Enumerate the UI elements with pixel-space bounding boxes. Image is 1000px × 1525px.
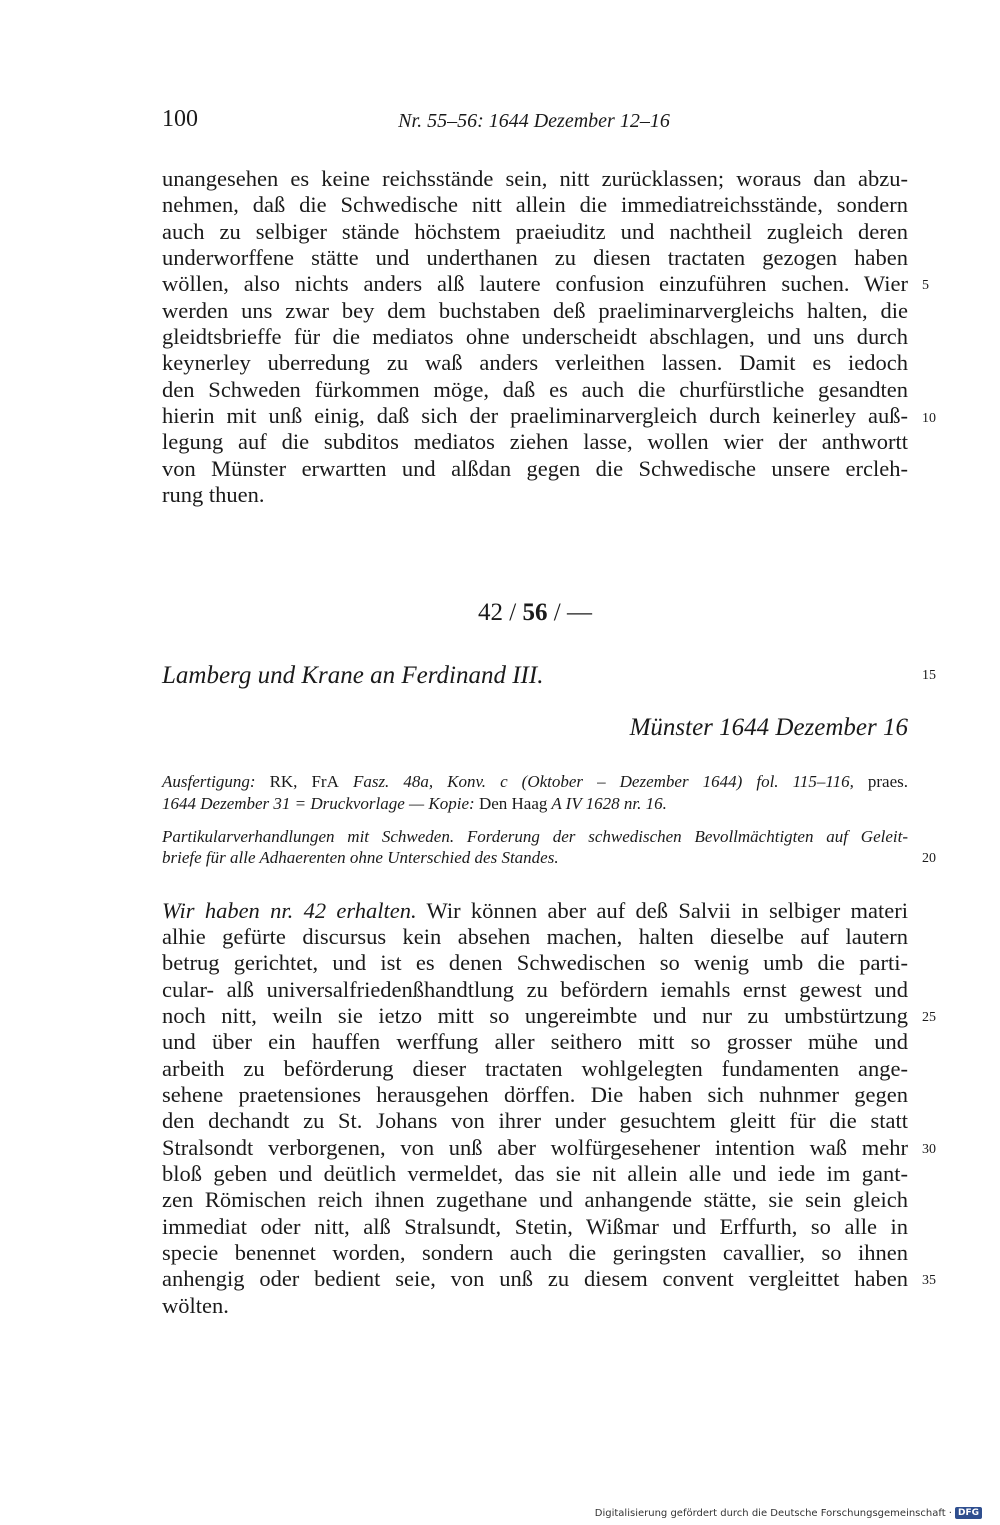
- text-line: und über ein hauffen werffung aller seithero mitt so grosser mühe und: [162, 1029, 908, 1054]
- document-number: [162, 597, 908, 629]
- line-number: 25: [922, 1010, 936, 1025]
- text-line: nehmen, daß die Schwedische nitt allein die immediatreichsstände, sondern: [162, 192, 908, 217]
- source-copy-shelfmark: A IV 1628 nr. 16.: [551, 794, 667, 813]
- line-number: 35: [922, 1273, 936, 1288]
- footer-credit: [595, 1507, 982, 1519]
- line-number: 20: [922, 851, 936, 866]
- text-line: rung thuen.: [162, 482, 265, 507]
- text-line: den dechandt zu St. Johans von ihrer under gesuchtem gleitt für die statt: [162, 1108, 908, 1133]
- doc-number-suffix: / —: [553, 599, 592, 626]
- footer-text: Digitalisierung gefördert durch die Deutsche Forschungsgemeinschaft ·: [594, 1507, 952, 1519]
- text-line: noch nitt, weiln sie ietzo mitt so ungereimbte und nur zu umbstürtzung: [162, 1003, 908, 1028]
- text-line: wölten.: [162, 1293, 229, 1318]
- page-number: 100: [162, 106, 198, 132]
- source-type: Ausfertigung:: [162, 772, 256, 791]
- source-archive: RK, FrA: [269, 772, 339, 791]
- summary-line: Partikularverhandlungen mit Schweden. Forderung der schwedischen Bevollmächtigten auf Geleit-: [162, 827, 908, 846]
- body-opening-italic: Wir haben nr. 42 erhalten.: [162, 898, 417, 923]
- source-folio: Fasz. 48a, Konv. c (Oktober – Dezember 1644) fol. 115–116,: [352, 772, 854, 791]
- text-line: werden uns zwar bey dem buchstaben deß praeliminarvergleichs halten, die: [162, 298, 908, 323]
- text-line: keynerley uberredung zu waß anders verleithen lassen. Damit es iedoch: [162, 350, 908, 375]
- text-line: betrug gerichtet, und ist es denen Schwedischen so wenig umb die parti-: [162, 950, 908, 975]
- source-date: 1644 Dezember 31 = Druckvorlage — Kopie:: [162, 794, 475, 813]
- document-place-date: Münster 1644 Dezember 16: [629, 714, 908, 741]
- text-line: arbeith zu beförderung dieser tractaten wohlgelegten fundamenten ange-: [162, 1056, 908, 1081]
- line-number: 5: [922, 278, 929, 293]
- text-line: den Schweden fürkommen möge, daß es auch die churfürstliche gesandten: [162, 377, 908, 402]
- text-line: sehene praetensiones herausgehen dörffen. Die haben sich nuhnmer gegen: [162, 1082, 908, 1107]
- body-opening-rest: Wir können aber auf deß Salvii in selbiger materi: [416, 898, 908, 923]
- doc-number-prefix: 42 /: [478, 599, 517, 626]
- text-line: auch zu selbiger stände höchstem praeiuditz und nachtheil zugleich deren: [162, 219, 908, 244]
- summary-line: briefe für alle Adhaerenten ohne Unterschied des Standes.: [162, 848, 559, 867]
- doc-number-main: 56: [522, 599, 548, 626]
- source-line: [162, 793, 908, 814]
- running-head: Nr. 55–56: 1644 Dezember 12–16: [398, 110, 670, 132]
- text-line: [162, 898, 908, 924]
- line-number: 30: [922, 1142, 936, 1157]
- line-number: 15: [922, 668, 936, 683]
- text-line: specie benennet worden, sondern auch die geringsten cavallier, so ihnen: [162, 1240, 908, 1265]
- text-line: alhie gefürte discursus kein absehen machen, halten dieselbe auf lautern: [162, 924, 908, 949]
- dfg-logo: DFG: [955, 1507, 982, 1519]
- line-number: 10: [922, 411, 936, 426]
- document-sender: Lamberg und Krane an Ferdinand III.: [162, 662, 544, 689]
- text-line: unangesehen es keine reichsstände sein, nitt zurücklassen; woraus dan abzu-: [162, 166, 908, 191]
- text-line: cular- alß universalfriedenßhandtlung zu befördern iemahls ernst gewest und: [162, 977, 908, 1002]
- text-line: legung auf die subditos mediatos ziehen lasse, wollen wier der anthwortt: [162, 429, 908, 454]
- text-line: underworffene stätte und underthanen zu diesen tractaten gezogen haben: [162, 245, 908, 270]
- source-copy-archive: Den Haag: [478, 794, 548, 813]
- text-line: immediat oder nitt, alß Stralsundt, Stetin, Wißmar und Erffurth, so alle in: [162, 1214, 908, 1239]
- text-line: anhengig oder bedient seie, von unß zu diesem convent vergleittet haben: [162, 1266, 908, 1291]
- text-line: bloß geben und deütlich vermeldet, das sie nit allein alle und iede im gant-: [162, 1161, 908, 1186]
- source-line: [162, 771, 908, 792]
- text-line: zen Römischen reich ihnen zugethane und anhangende stätte, sie sein gleich: [162, 1187, 908, 1212]
- text-line: von Münster erwartten und alßdan gegen die Schwedische unsere ercleh-: [162, 456, 908, 481]
- source-praes: praes.: [867, 772, 909, 791]
- text-line: hierin mit unß einig, daß sich der praeliminarvergleich durch keinerley auß-: [162, 403, 908, 428]
- text-line: gleidtsbrieffe für die mediatos ohne underscheidt abschlagen, und uns durch: [162, 324, 908, 349]
- text-line: Stralsondt verborgenen, von unß aber wolfürgesehener intention waß mehr: [162, 1135, 908, 1160]
- text-line: wöllen, also nichts anders alß lautere confusion einzuführen suchen. Wier: [162, 271, 908, 296]
